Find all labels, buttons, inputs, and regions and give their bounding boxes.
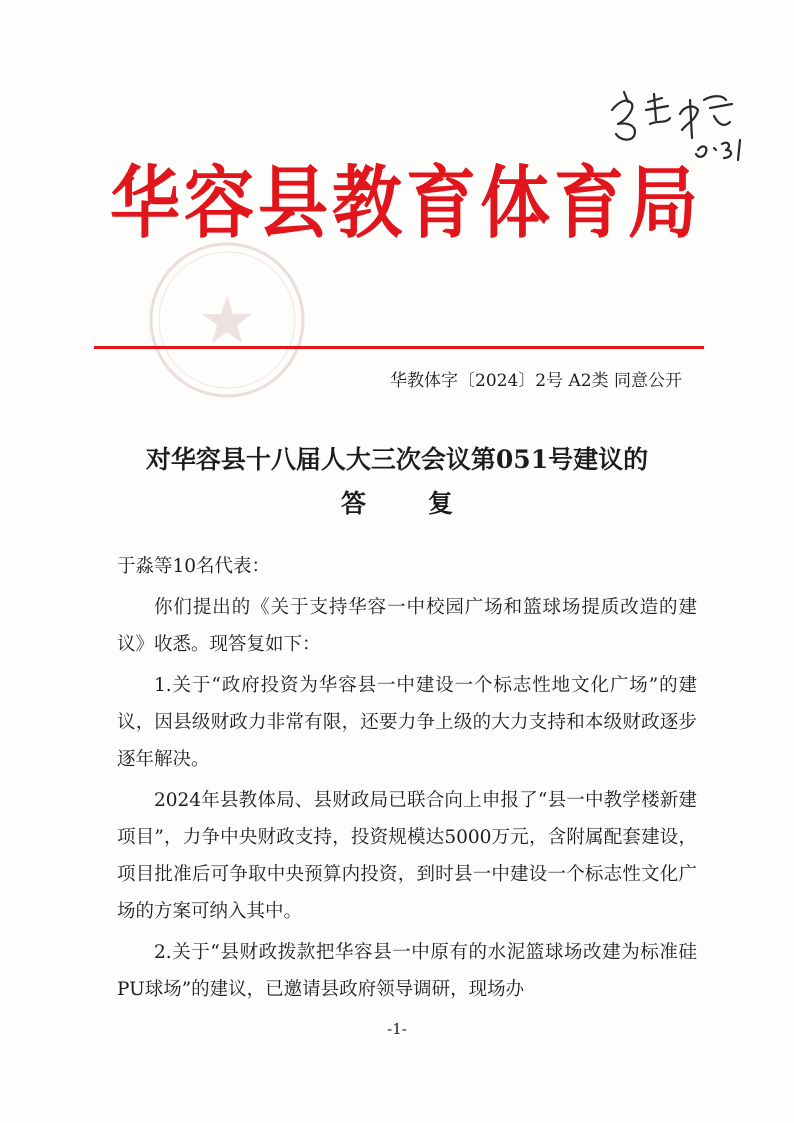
document-number: 华教体字〔2024〕2号 A2类 同意公开 <box>390 371 682 391</box>
page-number: -1- <box>387 1020 407 1038</box>
reply-title-line1: 对华容县十八届人大三次会议第051号建议的 <box>145 445 649 474</box>
paragraph: 2024年县教体局、县财政局已联合向上申报了“县一中教学楼新建项目”，力争中央财政支持，投资规模达5000万元，含附属配套建设，项目批准后可争取中央预算内投资，到时县一中建设一个标志性文化广场的方案可纳入其中。 <box>117 790 697 922</box>
reply-title <box>80 438 714 526</box>
paragraph: 2.关于“县财政拨款把华容县一中原有的水泥篮球场改建为标准硅PU球场”的建议，已邀请县政府领导调研，现场办 <box>117 942 697 1000</box>
body-text <box>117 548 697 1012</box>
salutation: 于淼等10名代表： <box>117 556 271 577</box>
faint-official-seal <box>145 238 310 403</box>
paragraph: 1.关于“政府投资为华容县一中建设一个标志性地文化广场”的建议，因县级财政力非常有限，还要力争上级的大力支持和本级财政逐步逐年解决。 <box>117 675 697 770</box>
agency-letterhead-title: 华容县教育体育局 <box>110 157 702 249</box>
reply-title-line2: 答复 <box>340 489 515 518</box>
red-divider-line <box>94 346 704 349</box>
seal-drawing <box>145 238 310 403</box>
paragraph: 你们提出的《关于支持华容一中校园广场和篮球场提质改造的建议》收悉。现答复如下： <box>117 597 697 655</box>
